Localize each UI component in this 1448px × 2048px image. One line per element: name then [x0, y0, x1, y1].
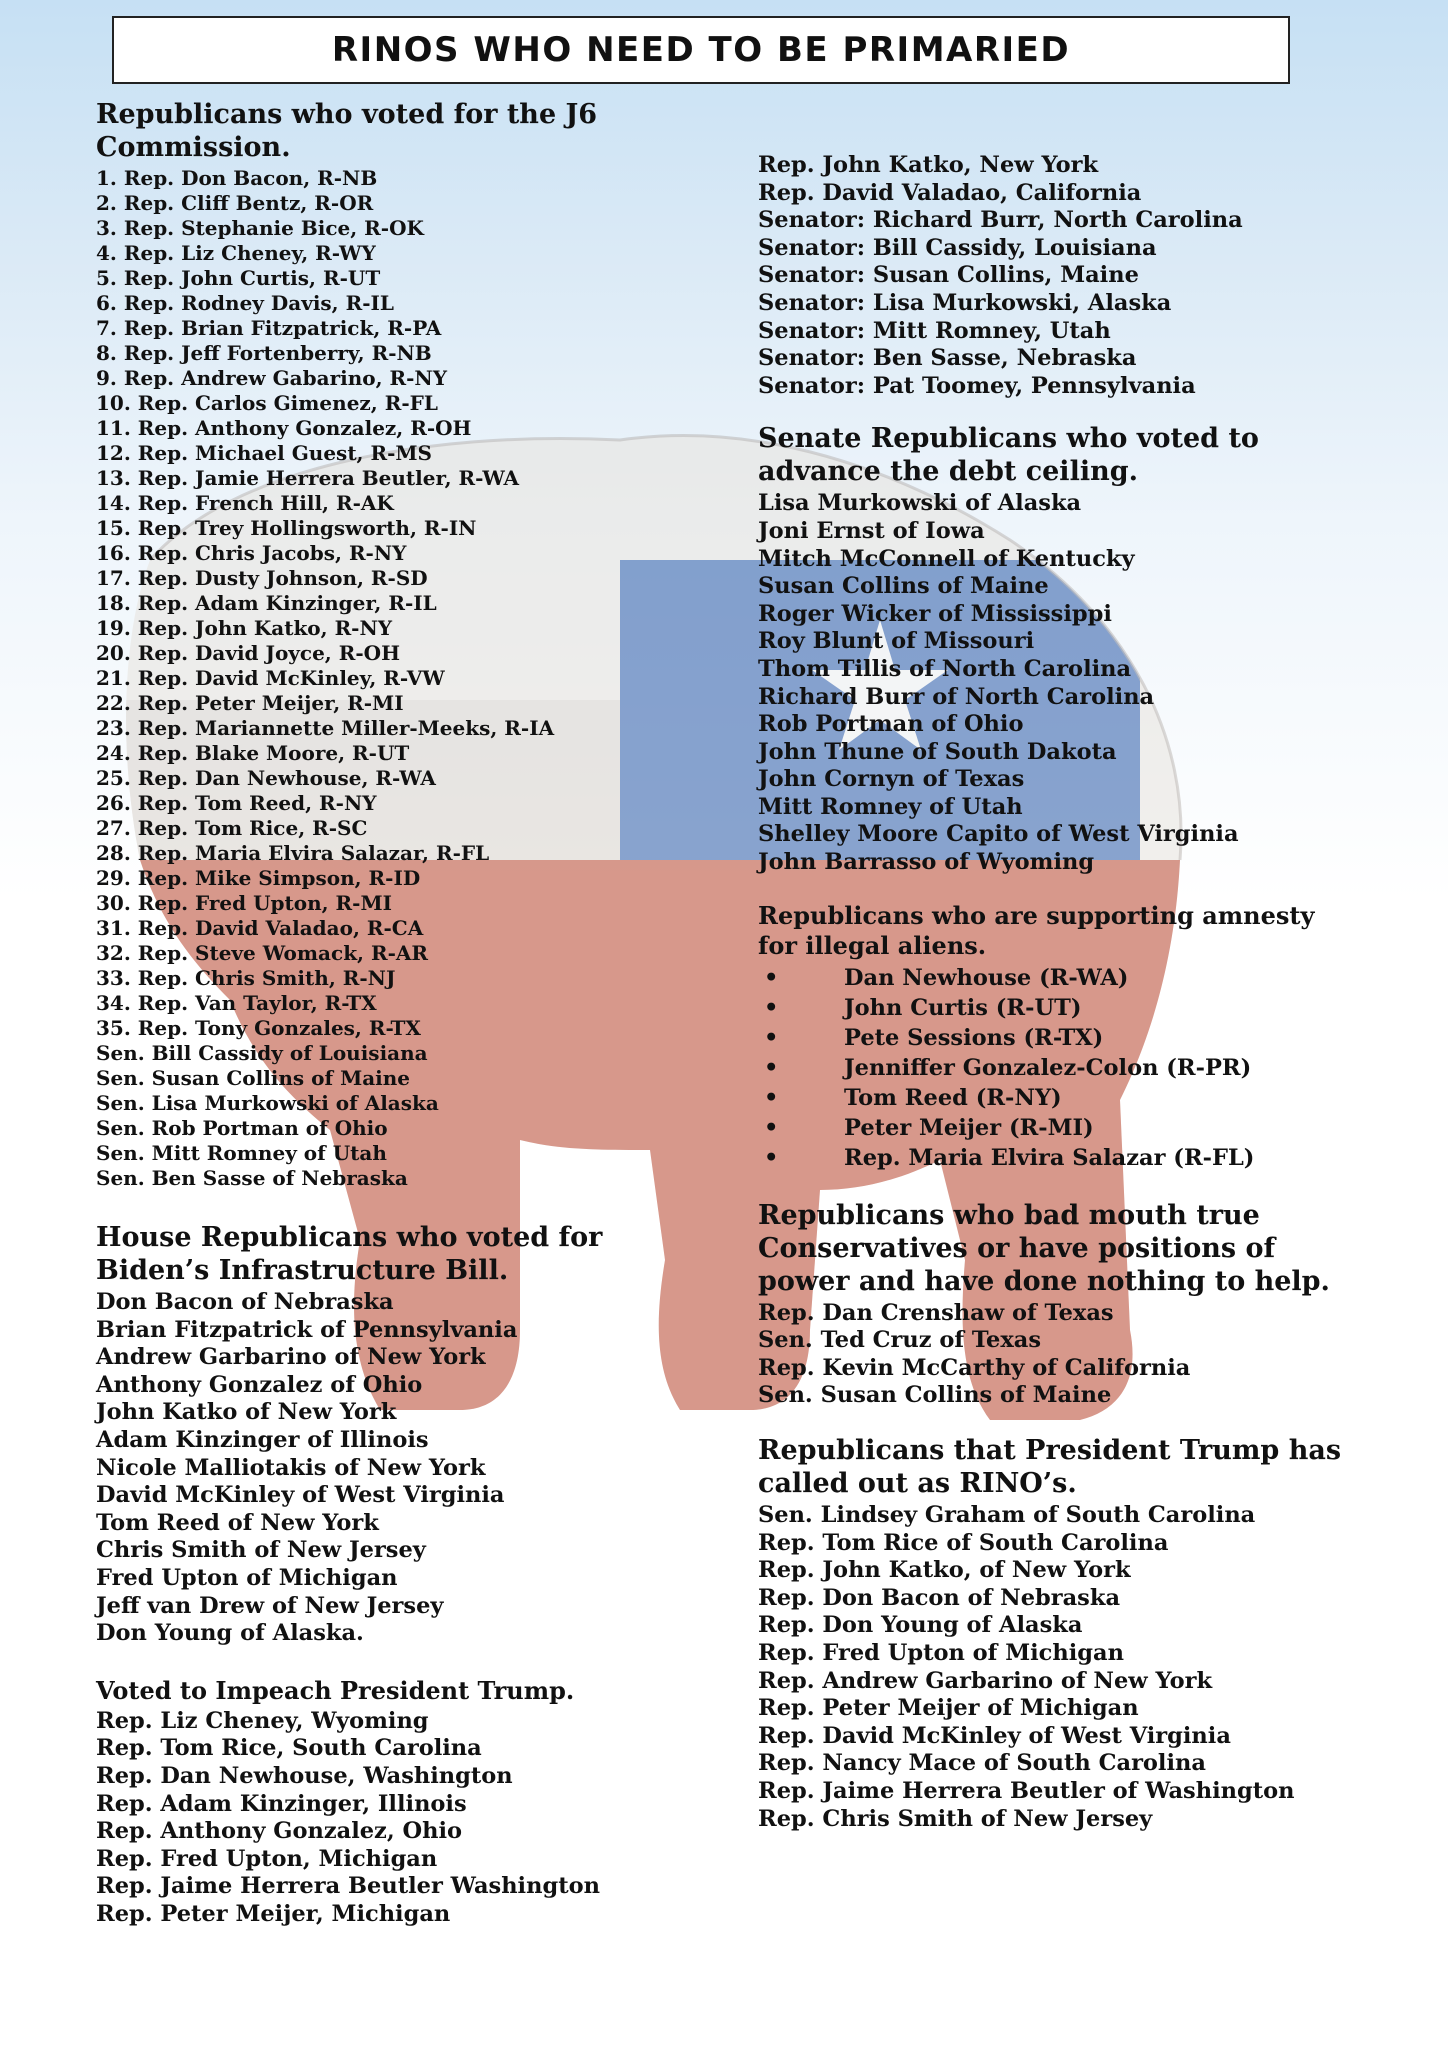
list-item: Sen. Bill Cassidy of Louisiana [96, 1041, 428, 1065]
list-item: Tom Reed of New York [96, 1509, 379, 1536]
list-item: John Katko of New York [96, 1399, 397, 1426]
list-item: 35. Rep. Tony Gonzales, R-TX [96, 1016, 421, 1040]
list-item: Mitt Romney of Utah [758, 793, 1023, 820]
section-bad-mouth [758, 1199, 1358, 1410]
list-item: John Thune of South Dakota [758, 738, 1117, 765]
list-item: 18. Rep. Adam Kinzinger, R-IL [96, 591, 437, 615]
list-item: Shelley Moore Capito of West Virginia [758, 821, 1239, 848]
list-item: Adam Kinzinger of Illinois [96, 1426, 429, 1453]
list-item: 13. Rep. Jamie Herrera Beutler, R-WA [96, 466, 520, 490]
list-item: Anthony Gonzalez of Ohio [96, 1371, 423, 1398]
list-item: Rep. Don Bacon of Nebraska [758, 1584, 1121, 1611]
list-item: Don Young of Alaska. [96, 1620, 364, 1647]
list-item: • Dan Newhouse (R-WA) [758, 963, 1358, 993]
list-item: 24. Rep. Blake Moore, R-UT [96, 741, 410, 765]
list-item: • John Curtis (R-UT) [758, 993, 1358, 1023]
section-infrastructure-bill [96, 1221, 656, 1648]
list-item: Rep. John Katko, New York [758, 152, 1099, 178]
list-item: Senator: Richard Burr, North Carolina [758, 207, 1243, 234]
list-item: Mitch McConnell of Kentucky [758, 545, 1135, 572]
list-item: Roy Blunt of Missouri [758, 628, 1035, 655]
list-item: 2. Rep. Cliff Bentz, R-OR [96, 191, 374, 215]
left-column [96, 98, 656, 1956]
list-item: Rep. Tom Rice of South Carolina [758, 1529, 1169, 1556]
list-item: Rep. Tom Rice, South Carolina [96, 1735, 482, 1762]
impeach-continued-list [758, 152, 1358, 400]
list-item: Sen. Susan Collins of Maine [96, 1066, 411, 1090]
list-item: Rep. Jaime Herrera Beutler Washington [96, 1873, 600, 1900]
list-item: Susan Collins of Maine [758, 573, 1049, 600]
trump-called-out-list [758, 1502, 1358, 1833]
list-item: Sen. Rob Portman of Ohio [96, 1116, 388, 1140]
list-item: 6. Rep. Rodney Davis, R-IL [96, 291, 394, 315]
list-item: Fred Upton of Michigan [96, 1564, 398, 1591]
list-item: Rep. Kevin McCarthy of California [758, 1354, 1191, 1381]
list-item: Lisa Murkowski of Alaska [758, 490, 1082, 517]
infrastructure-list [96, 1289, 656, 1648]
list-item: Sen. Susan Collins of Maine [758, 1382, 1112, 1409]
list-item: 20. Rep. David Joyce, R-OH [96, 641, 400, 665]
list-item: • Tom Reed (R-NY) [758, 1083, 1358, 1113]
list-item: Sen. Mitt Romney of Utah [96, 1141, 387, 1165]
list-item: Rep. Adam Kinzinger, Illinois [96, 1790, 467, 1817]
section-heading: Republicans that President Trump has called out as RINO’s. [758, 1435, 1342, 1500]
list-item: Sen. Lisa Murkowski of Alaska [96, 1091, 439, 1115]
list-item: Rep. Peter Meijer of Michigan [758, 1695, 1139, 1722]
right-column [758, 152, 1358, 1861]
list-item: Rep. Chris Smith of New Jersey [758, 1805, 1153, 1832]
list-item: 9. Rep. Andrew Gabarino, R-NY [96, 366, 447, 390]
j6-list [96, 166, 656, 1191]
section-heading: Republicans who voted for the J6 Commission. [96, 99, 598, 163]
list-item: Senator: Susan Collins, Maine [758, 262, 1139, 289]
list-item: 4. Rep. Liz Cheney, R-WY [96, 241, 376, 265]
section-amnesty [758, 901, 1358, 1173]
list-item: Nicole Malliotakis of New York [96, 1454, 486, 1481]
list-item: • Rep. Maria Elvira Salazar (R-FL) [758, 1143, 1358, 1173]
list-item: 33. Rep. Chris Smith, R-NJ [96, 966, 396, 990]
list-item: Rep. Fred Upton, Michigan [96, 1845, 438, 1872]
list-item: Senator: Mitt Romney, Utah [758, 317, 1111, 344]
list-item: Rep. Anthony Gonzalez, Ohio [96, 1818, 463, 1845]
list-item: 8. Rep. Jeff Fortenberry, R-NB [96, 341, 432, 365]
list-item: 7. Rep. Brian Fitzpatrick, R-PA [96, 316, 442, 340]
list-item: 17. Rep. Dusty Johnson, R-SD [96, 566, 428, 590]
list-item: Thom Tillis of North Carolina [758, 655, 1132, 682]
list-item: John Cornyn of Texas [758, 766, 1025, 793]
list-item: 29. Rep. Mike Simpson, R-ID [96, 866, 421, 890]
section-impeach [96, 1676, 656, 1929]
list-item: 10. Rep. Carlos Gimenez, R-FL [96, 391, 438, 415]
section-heading: Senate Republicans who voted to advance the debt ceiling. [758, 423, 1259, 488]
list-item: 12. Rep. Michael Guest, R-MS [96, 441, 432, 465]
list-item: Chris Smith of New Jersey [96, 1537, 426, 1564]
list-item: • Pete Sessions (R-TX) [758, 1023, 1358, 1053]
list-item: Rep. Don Young of Alaska [758, 1612, 1083, 1639]
list-item: 31. Rep. David Valadao, R-CA [96, 916, 424, 940]
bad-mouth-list [758, 1300, 1358, 1410]
list-item: 19. Rep. John Katko, R-NY [96, 616, 393, 640]
list-item: Rep. Fred Upton of Michigan [758, 1640, 1124, 1666]
list-item: Senator: Lisa Murkowski, Alaska [758, 289, 1172, 316]
list-item: Don Bacon of Nebraska [96, 1289, 394, 1315]
page-title: RINOS WHO NEED TO BE PRIMARIED [331, 30, 1071, 70]
list-item: • Peter Meijer (R-MI) [758, 1113, 1358, 1143]
list-item: Rep. Jaime Herrera Beutler of Washington [758, 1777, 1295, 1804]
list-item: 26. Rep. Tom Reed, R-NY [96, 791, 377, 815]
list-item: 34. Rep. Van Taylor, R-TX [96, 991, 377, 1015]
list-item: 5. Rep. John Curtis, R-UT [96, 266, 381, 290]
list-item: 14. Rep. French Hill, R-AK [96, 491, 394, 515]
list-item: Rep. David Valadao, California [758, 179, 1142, 206]
section-trump-called-out [758, 1434, 1358, 1833]
impeach-list [96, 1708, 656, 1929]
list-item: • Jenniffer Gonzalez-Colon (R-PR) [758, 1053, 1358, 1083]
title-box [112, 16, 1290, 84]
section-j6-commission [96, 98, 656, 1191]
list-item: 1. Rep. Don Bacon, R-NB [96, 166, 378, 190]
list-item: 25. Rep. Dan Newhouse, R-WA [96, 766, 436, 790]
list-item: 3. Rep. Stephanie Bice, R-OK [96, 216, 424, 240]
section-debt-ceiling [758, 422, 1358, 876]
list-item: John Barrasso of Wyoming [758, 849, 1095, 876]
list-item: Senator: Ben Sasse, Nebraska [758, 345, 1137, 372]
list-item: 21. Rep. David McKinley, R-VW [96, 666, 445, 690]
list-item: Rep. Liz Cheney, Wyoming [96, 1707, 429, 1734]
section-heading: Republicans who bad mouth true Conservatives or have positions of power and have done nothing to help. [758, 1199, 1330, 1297]
list-item: Rep. Dan Newhouse, Washington [96, 1762, 513, 1789]
section-heading: Republicans who are supporting amnesty for illegal aliens. [758, 900, 1315, 960]
list-item: Jeff van Drew of New Jersey [96, 1592, 444, 1619]
list-item: 23. Rep. Mariannette Miller-Meeks, R-IA [96, 716, 555, 740]
list-item: David McKinley of West Virginia [96, 1482, 505, 1509]
list-item: Andrew Garbarino of New York [96, 1344, 486, 1371]
list-item: Rep. Dan Crenshaw of Texas [758, 1299, 1114, 1326]
list-item: 15. Rep. Trey Hollingsworth, R-IN [96, 516, 477, 540]
list-item: 27. Rep. Tom Rice, R-SC [96, 816, 368, 840]
list-item: Rep. Nancy Mace of South Carolina [758, 1750, 1206, 1777]
list-item: Roger Wicker of Mississippi [758, 600, 1112, 627]
list-item: Senator: Pat Toomey, Pennsylvania [758, 372, 1196, 399]
amnesty-list [758, 963, 1358, 1173]
list-item: Rep. David McKinley of West Virginia [758, 1722, 1231, 1749]
list-item: Senator: Bill Cassidy, Louisiana [758, 234, 1157, 261]
list-item: 11. Rep. Anthony Gonzalez, R-OH [96, 416, 472, 440]
list-item: Rob Portman of Ohio [758, 711, 1024, 738]
list-item: Richard Burr of North Carolina [758, 683, 1155, 710]
list-item: Joni Ernst of Iowa [758, 517, 985, 544]
list-item: Rep. Peter Meijer, Michigan [96, 1900, 451, 1927]
list-item: Rep. Andrew Garbarino of New York [758, 1667, 1213, 1694]
list-item: 30. Rep. Fred Upton, R-MI [96, 891, 392, 915]
list-item: 22. Rep. Peter Meijer, R-MI [96, 691, 404, 715]
list-item: 28. Rep. Maria Elvira Salazar, R-FL [96, 841, 490, 865]
list-item: Sen. Lindsey Graham of South Carolina [758, 1502, 1256, 1529]
list-item: Sen. Ben Sasse of Nebraska [96, 1166, 408, 1190]
section-impeach-continued [758, 152, 1358, 400]
list-item: 16. Rep. Chris Jacobs, R-NY [96, 541, 407, 565]
list-item: Brian Fitzpatrick of Pennsylvania [96, 1316, 518, 1343]
section-heading: Voted to Impeach President Trump. [96, 1675, 575, 1705]
list-item: Sen. Ted Cruz of Texas [758, 1327, 1042, 1354]
list-item: Rep. John Katko, of New York [758, 1557, 1131, 1584]
section-heading: House Republicans who voted for Biden’s Infrastructure Bill. [96, 1222, 603, 1286]
list-item: 32. Rep. Steve Womack, R-AR [96, 941, 429, 965]
debt-ceiling-list [758, 490, 1358, 876]
